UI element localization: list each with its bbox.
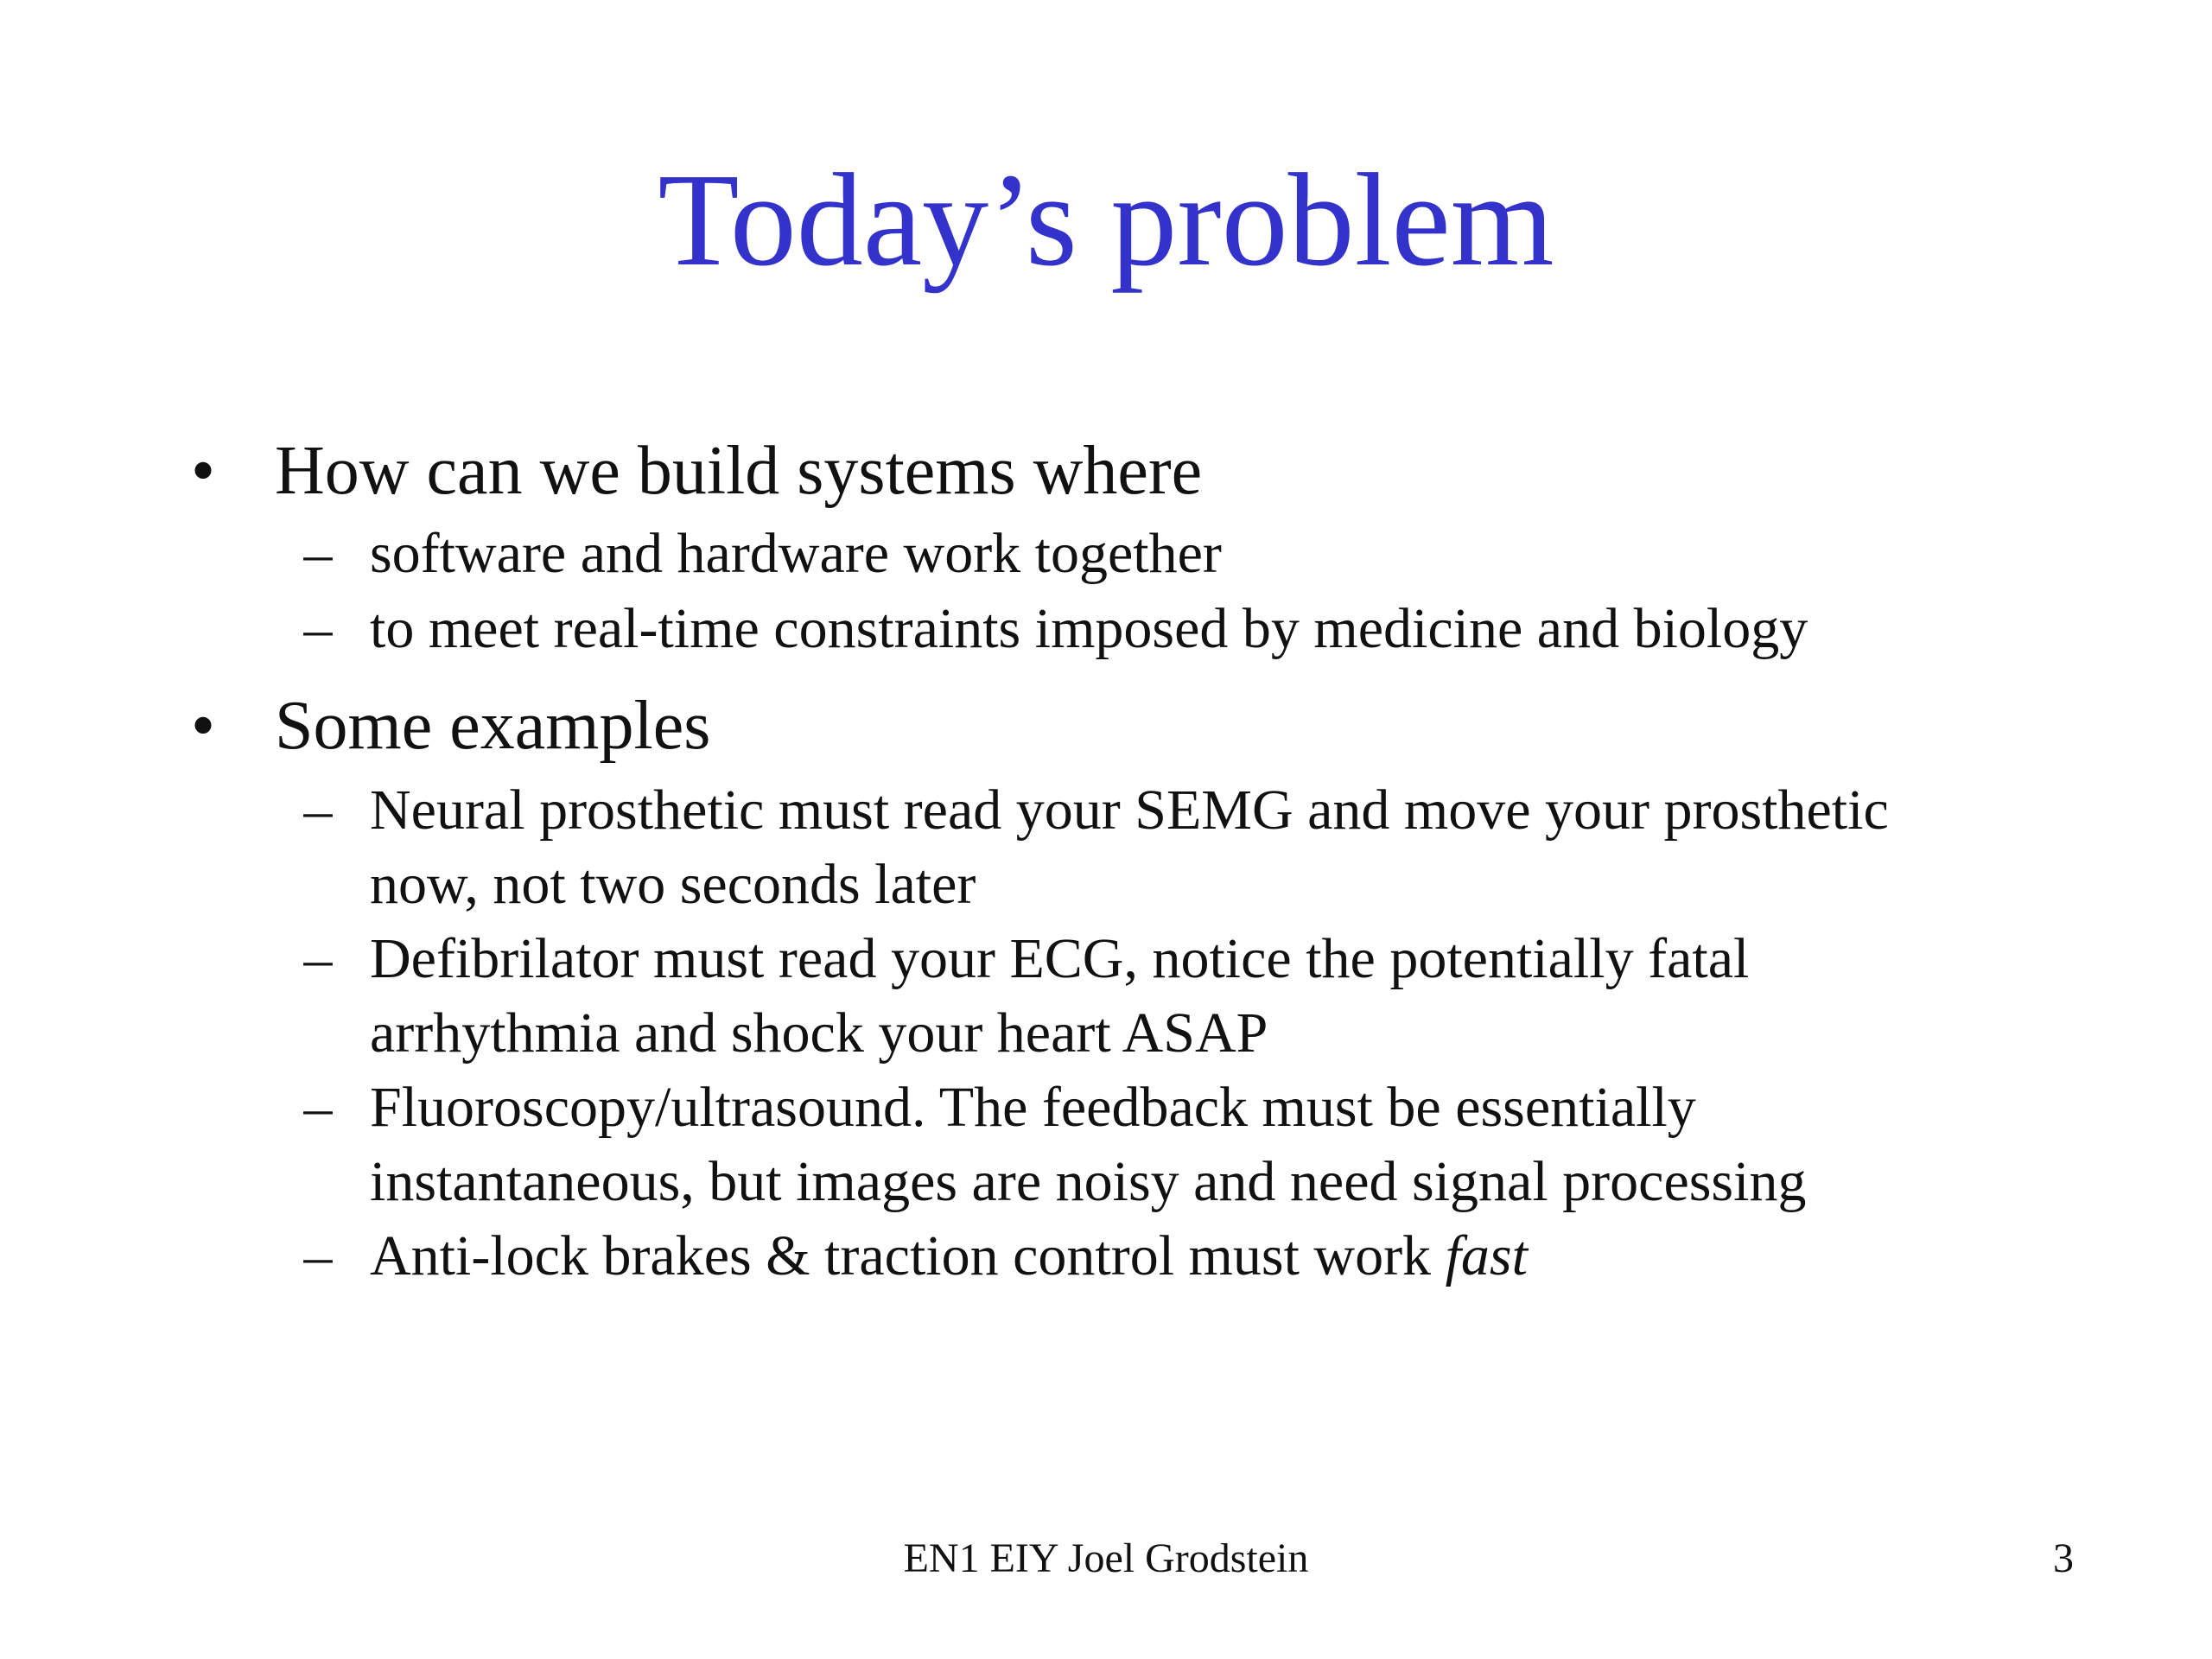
sub-item-text: instantaneous, but images are noisy and need signal processing: [370, 1150, 1807, 1213]
dash-marker: –: [303, 597, 333, 660]
page-number: 3: [2053, 1535, 2074, 1581]
dash-marker: –: [303, 1224, 333, 1287]
sub-item-text: arrhythmia and shock your heart ASAP: [370, 1001, 1268, 1065]
bullet-marker: •: [190, 433, 215, 509]
emphasis-text: fast: [1445, 1224, 1528, 1287]
dash-marker: –: [303, 927, 333, 990]
footer-author: EN1 EIY Joel Grodstein: [903, 1535, 1309, 1581]
dash-marker: –: [303, 779, 333, 842]
sub-item-text: Fluoroscopy/ultrasound. The feedback must be essentially: [370, 1076, 1696, 1139]
sub-item-text-wrapper: [370, 1219, 1528, 1294]
dash-marker: –: [303, 1076, 333, 1139]
bullet-text: Some examples: [275, 688, 711, 764]
sub-item-text: Anti-lock brakes & traction control must work: [370, 1224, 1446, 1287]
bullet-text: How can we build systems where: [275, 433, 1203, 509]
sub-item-text: Defibrilator must read your ECG, notice the potentially fatal: [370, 927, 1750, 990]
sub-item-text: now, not two seconds later: [370, 853, 976, 916]
sub-item-text: to meet real-time constraints imposed by medicine and biology: [370, 597, 1808, 660]
slide-title: Today’s problem: [658, 147, 1554, 294]
sub-item-text: Neural prosthetic must read your SEMG and move your prosthetic: [370, 779, 1889, 842]
dash-marker: –: [303, 522, 333, 585]
bullet-marker: •: [190, 688, 215, 764]
sub-item-text: software and hardware work together: [370, 522, 1222, 585]
